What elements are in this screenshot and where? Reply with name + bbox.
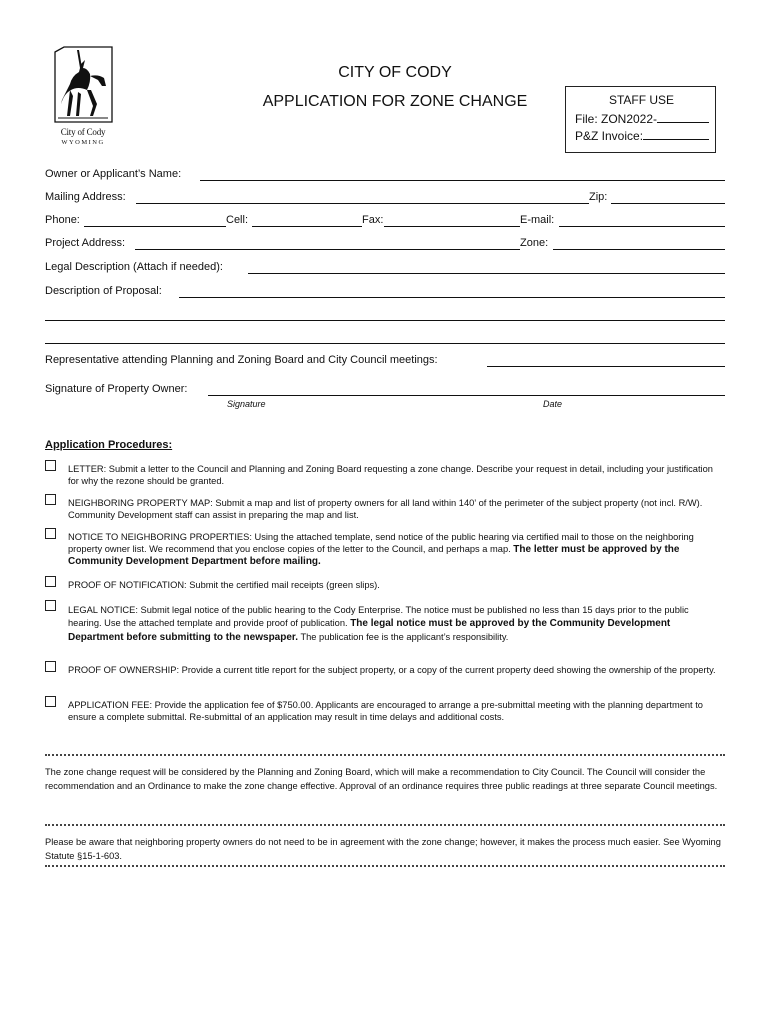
page-subtitle: APPLICATION FOR ZONE CHANGE — [262, 93, 528, 110]
zip-label: Zip: — [589, 191, 608, 203]
phone-field[interactable] — [84, 226, 226, 227]
proposal-line-3[interactable] — [45, 343, 725, 344]
email-label: E-mail: — [520, 214, 555, 226]
representative-field[interactable] — [487, 366, 725, 367]
zip-field[interactable] — [611, 203, 725, 204]
horse-rider-icon — [50, 46, 116, 124]
mailing-label: Mailing Address: — [45, 191, 126, 203]
notice-checkbox[interactable] — [45, 528, 56, 539]
staff-file-label: File: ZON2022- — [575, 112, 658, 126]
staff-file-field[interactable] — [657, 111, 709, 123]
city-logo — [50, 46, 116, 150]
proof-notification-checkbox[interactable] — [45, 576, 56, 587]
email-field[interactable] — [559, 226, 725, 227]
zone-label: Zone: — [520, 237, 549, 249]
representative-label: Representative attending Planning and Zoning Board and City Council meetings: — [45, 354, 438, 366]
dotted-divider — [45, 865, 725, 867]
proposal-field[interactable] — [179, 297, 725, 298]
fax-field[interactable] — [384, 226, 520, 227]
legal-notice-tail-text: The publication fee is the applicant’s responsibility. — [300, 631, 509, 642]
notice-bold-text: The letter must be approved by the Community Development Department before mailing. — [68, 543, 680, 567]
legal-notice-checkbox[interactable] — [45, 600, 56, 611]
fee-checkbox[interactable] — [45, 696, 56, 707]
proposal-line-2[interactable] — [45, 320, 725, 321]
owner-row — [45, 168, 725, 184]
mailing-field[interactable] — [136, 203, 589, 204]
notice-item — [68, 532, 724, 567]
phone-label: Phone: — [45, 214, 80, 226]
date-sublabel: Date — [543, 399, 563, 409]
dotted-divider — [45, 754, 725, 756]
project-label: Project Address: — [45, 237, 126, 249]
staff-use-heading: STAFF USE — [608, 93, 675, 107]
staff-use-box — [565, 86, 716, 153]
staff-file-row — [575, 111, 709, 126]
proposal-label: Description of Proposal: — [45, 285, 162, 297]
legal-notice-text: LEGAL NOTICE: Submit legal notice of the public hearing to the Cody Enterprise. The notice must be published no less than 15 days prior to the public hearing. Use the attached template and provide proof of publication. — [68, 605, 689, 628]
map-checkbox[interactable] — [45, 494, 56, 505]
legal-description-label: Legal Description (Attach if needed): — [45, 261, 223, 273]
procedures-heading: Application Procedures: — [45, 439, 173, 451]
zone-field[interactable] — [553, 249, 725, 250]
project-field[interactable] — [135, 249, 520, 250]
cell-label: Cell: — [226, 214, 249, 226]
page-title: CITY OF CODY — [338, 64, 452, 81]
owner-label: Owner or Applicant’s Name: — [45, 168, 182, 180]
ownership-checkbox[interactable] — [45, 661, 56, 672]
dotted-divider — [45, 824, 725, 826]
signature-field[interactable] — [208, 395, 725, 396]
fax-label: Fax: — [362, 214, 384, 226]
proof-notification-item: PROOF OF NOTIFICATION: Submit the certified mail receipts (green slips). — [68, 580, 380, 590]
staff-invoice-label: P&Z Invoice: — [575, 129, 644, 143]
cell-field[interactable] — [252, 226, 362, 227]
proposal-row — [45, 285, 725, 301]
notice-text: NOTICE TO NEIGHBORING PROPERTIES: Using the attached template, send notice of the public hearing via certified mail to those on the neighboring property owner list. We recommend that you enclose copies of the letter to the Council, and perhaps a map. — [68, 532, 694, 554]
consideration-note: The zone change request will be considered by the Planning and Zoning Board, which will make a recommendation to City Council. The Council will consider the recommendation and an Ordinance to make the zone change effective. Approval of an ordinance requires three public readings at three separate Council meetings. — [45, 767, 718, 791]
letter-item: LETTER: Submit a letter to the Council and Planning and Zoning Board requesting a zone change. Describe your request in detail, including your justification for why the rezone should be granted. — [68, 464, 713, 486]
map-item: NEIGHBORING PROPERTY MAP: Submit a map and list of property owners for all land within 140’ of the perimeter of the subject property (not incl. R/W). Community Development staff can assist in preparing the map and list. — [68, 498, 703, 520]
phone-row — [45, 214, 725, 230]
staff-invoice-row — [575, 128, 709, 143]
signature-label: Signature of Property Owner: — [45, 383, 188, 395]
logo-caption: City of Cody — [60, 127, 106, 137]
signature-row — [45, 383, 725, 399]
legal-description-field[interactable] — [248, 273, 725, 274]
letter-checkbox[interactable] — [45, 460, 56, 471]
logo-caption-state: WYOMING — [61, 139, 105, 146]
legal-notice-bold-text: The legal notice must be approved by the Community Development Department before submitting to the newspaper. — [68, 617, 671, 643]
signature-sublabel: Signature — [227, 399, 266, 409]
legal-notice-item — [68, 604, 724, 644]
neighbors-note: Please be aware that neighboring property owners do not need to be in agreement with the zone change; however, it makes the process much easier. See Wyoming Statute §15-1-603. — [45, 837, 721, 861]
legal-row — [45, 261, 725, 277]
staff-invoice-field[interactable] — [643, 128, 709, 140]
owner-field[interactable] — [200, 180, 725, 181]
representative-row — [45, 354, 725, 370]
ownership-item: PROOF OF OWNERSHIP: Provide a current title report for the subject property, or a copy of the current property deed showing the ownership of the property. — [68, 665, 716, 675]
project-row — [45, 237, 725, 253]
mailing-row — [45, 191, 725, 207]
fee-item: APPLICATION FEE: Provide the application fee of $750.00. Applicants are encouraged to arrange a pre-submittal meeting with the planning department to ensure a complete submittal. Re-submittal of an application may result in time delays and additional costs. — [68, 700, 703, 722]
